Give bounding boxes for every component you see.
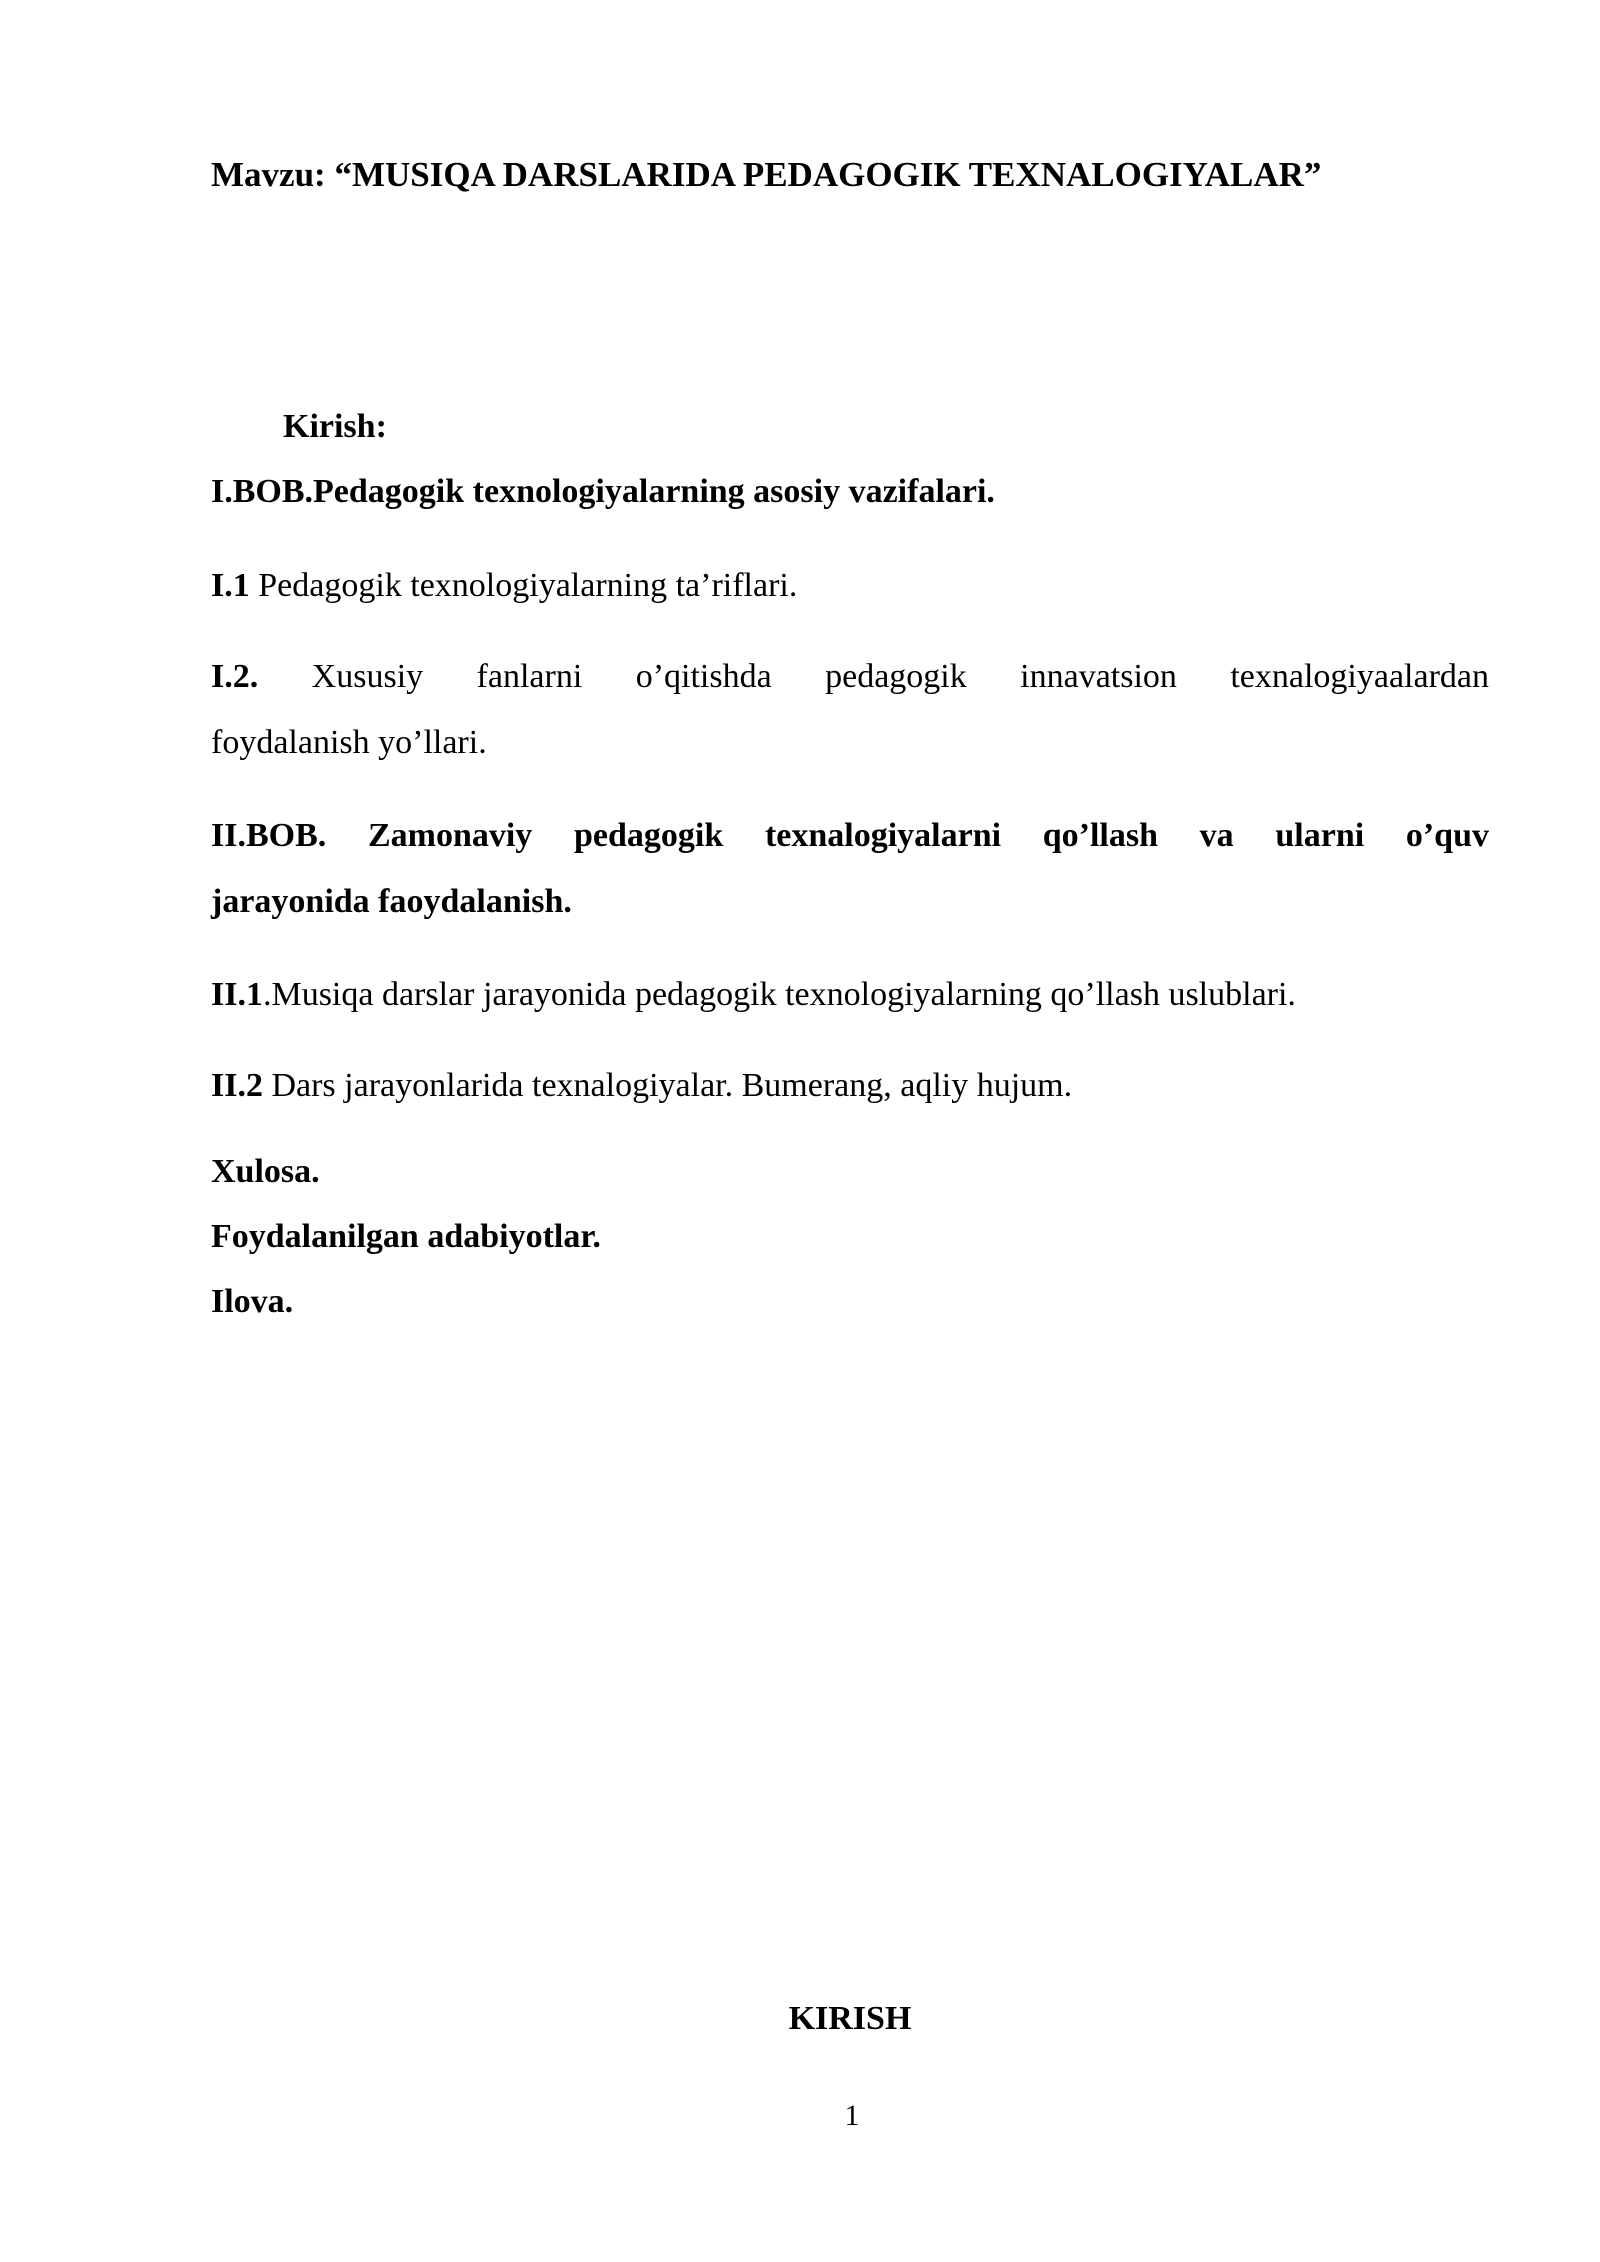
page-number: 1 [844,2099,860,2132]
toc-item-number: II.2 [211,1067,263,1104]
toc-item-text: Pedagogik texnologiyalarning ta’riflari. [258,567,798,604]
toc-item-bob2-continuation: jarayonida faoydalanish. [211,883,572,920]
toc-item-i1 [211,553,1489,619]
toc-item-ilova: Ilova. [211,1283,294,1320]
toc-item-i2-continuation: foydalanish yo’llari. [211,724,487,761]
toc-item-kirish: Kirish: [283,408,387,445]
toc-item-xulosa: Xulosa. [211,1153,320,1190]
section-heading: KIRISH [788,2000,912,2037]
toc-item-number: II.1 [211,976,263,1013]
toc-item-text: Xususiy fanlarni o’qitishda pedagogik innavatsion texnalogiyaalardan [311,658,1490,695]
toc-item-text: Dars jarayonlarida texnalogiyalar. Bumerang, aqliy hujum. [271,1067,1073,1104]
toc-item-bob1: I.BOB.Pedagogik texnologiyalarning asosiy vazifalari. [211,473,995,510]
toc-item-ii2 [211,1053,1489,1119]
toc-item-ii1 [211,962,1489,1028]
toc-item-number: I.1 [211,567,250,604]
toc-item-foydalanilgan: Foydalanilgan adabiyotlar. [211,1218,601,1255]
toc-item-i2 [211,644,1489,710]
document-title: Mavzu: “MUSIQA DARSLARIDA PEDAGOGIK TEXNALOGIYALAR” [211,155,1322,194]
toc-item-number: I.2. [211,658,259,695]
toc-item-bob2: II.BOB. Zamonaviy pedagogik texnalogiyalarni qo’llash va ularni o’quv [211,817,1489,854]
toc-item-text: .Musiqa darslar jarayonida pedagogik texnologiyalarning qo’llash uslublari. [262,976,1296,1013]
